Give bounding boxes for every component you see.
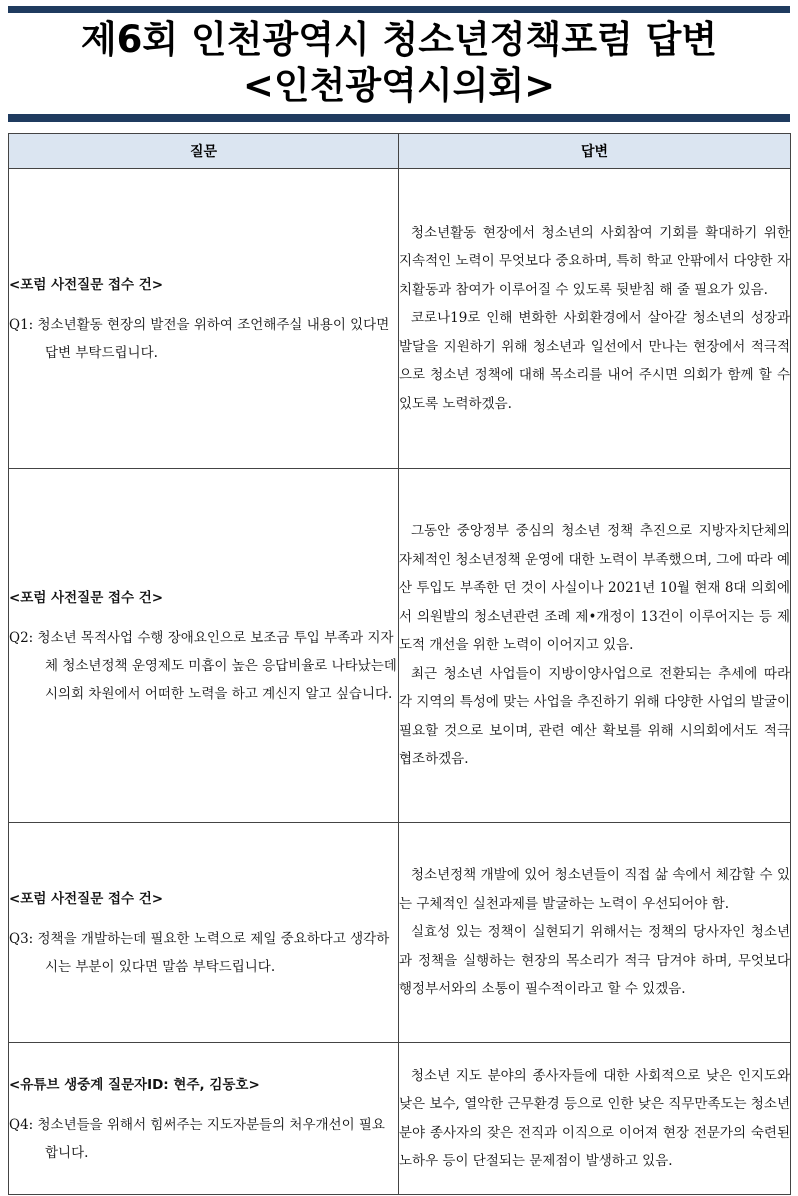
qa-table: [8, 133, 791, 1195]
question-cell: [9, 169, 399, 469]
answer-paragraph: 그동안 중앙정부 중심의 청소년 정책 추진으로 지방자치단체의 자체적인 청소년정책 운영에 대한 노력이 부족했으며, 그에 따라 예산 투입도 부족한 던 것이 사실이나 2021년 10월 현재 8대 의회에서 의원발의 청소년관련 조례 제•개정이 13건이 이루어지는 등 제도적 개선을 위한 노력이 이어지고 있음.: [399, 523, 790, 654]
bottom-rule: [8, 114, 790, 122]
question-text: Q3: 정책을 개발하는데 필요한 노력으로 제일 중요하다고 생각하시는 부분이 있다면 말씀 부탁드립니다.: [9, 930, 390, 975]
question-source: <포럼 사전질문 접수 건>: [9, 276, 164, 293]
table-row: [9, 1043, 791, 1195]
header-answer: 답변: [399, 134, 791, 169]
answer-paragraph: 청소년활동 현장에서 청소년의 사회참여 기회를 확대하기 위한 지속적인 노력이 무엇보다 중요하며, 특히 학교 안팎에서 다양한 자치활동과 참여가 이루어질 수 있도록 뒷받침 해 줄 필요가 있음.: [399, 224, 790, 298]
answer-cell: [399, 823, 791, 1043]
header-question: 질문: [9, 134, 399, 169]
top-rule: [8, 6, 790, 13]
question-source: <유튜브 생중계 질문자ID: 현주, 김동호>: [9, 1076, 260, 1093]
question-source: <포럼 사전질문 접수 건>: [9, 589, 164, 606]
page-title: 제6회 인천광역시 청소년정책포럼 답변: [80, 18, 718, 61]
question-text: Q4: 청소년들을 위해서 힘써주는 지도자분들의 처우개선이 필요합니다.: [9, 1116, 385, 1161]
answer-paragraph: 최근 청소년 사업들이 지방이양사업으로 전환되는 추세에 따라 각 지역의 특성에 맞는 사업을 추진하기 위해 다양한 사업의 발굴이 필요할 것으로 보이며, 관련 예산 확보를 위해 시의회에서도 적극 협조하겠음.: [399, 665, 790, 768]
answer-paragraph: 실효성 있는 정책이 실현되기 위해서는 정책의 당사자인 청소년과 정책을 실행하는 현장의 목소리가 적극 담겨야 하며, 무엇보다 행정부서와의 소통이 필수적이라고 할 수 있겠음.: [399, 924, 790, 998]
table-row: [9, 169, 791, 469]
table-row: [9, 469, 791, 823]
question-cell: [9, 823, 399, 1043]
table-header-row: [9, 134, 791, 169]
answer-cell: [399, 469, 791, 823]
table-row: [9, 823, 791, 1043]
page-subtitle: <인천광역시의회>: [242, 64, 556, 107]
answer-paragraph: 청소년 지도 분야의 종사자들에 대한 사회적으로 낮은 인지도와 낮은 보수, 열악한 근무환경 등으로 인한 낮은 직무만족도는 청소년 분야 종사자의 잦은 전직과 이직으로 이어져 현장 전문가의 숙련된 노하우 등이 단절되는 문제점이 발생하고 있음.: [399, 1067, 790, 1169]
question-cell: [9, 1043, 399, 1195]
question-text: Q2: 청소년 목적사업 수행 장애요인으로 보조금 투입 부족과 지자체 청소년정책 운영제도 미흡이 높은 응답비율로 나타났는데 시의회 차원에서 어떠한 노력을 하고 계신지 알고 싶습니다.: [9, 629, 397, 702]
answer-paragraph: 청소년정책 개발에 있어 청소년들이 직접 삶 속에서 체감할 수 있는 구체적인 실천과제를 발굴하는 노력이 우선되어야 함.: [399, 867, 790, 912]
answer-cell: [399, 169, 791, 469]
question-cell: [9, 469, 399, 823]
answer-cell: [399, 1043, 791, 1195]
question-text: Q1: 청소년활동 현장의 발전을 위하여 조언해주실 내용이 있다면 답변 부탁드립니다.: [9, 316, 390, 361]
answer-paragraph: 코로나19로 인해 변화한 사회환경에서 살아갈 청소년의 성장과 발달을 지원하기 위해 청소년과 일선에서 만나는 현장에서 적극적으로 청소년 정책에 대해 목소리를 내어 주시면 의회가 함께 할 수 있도록 노력하겠음.: [399, 310, 790, 412]
question-source: <포럼 사전질문 접수 건>: [9, 890, 164, 907]
